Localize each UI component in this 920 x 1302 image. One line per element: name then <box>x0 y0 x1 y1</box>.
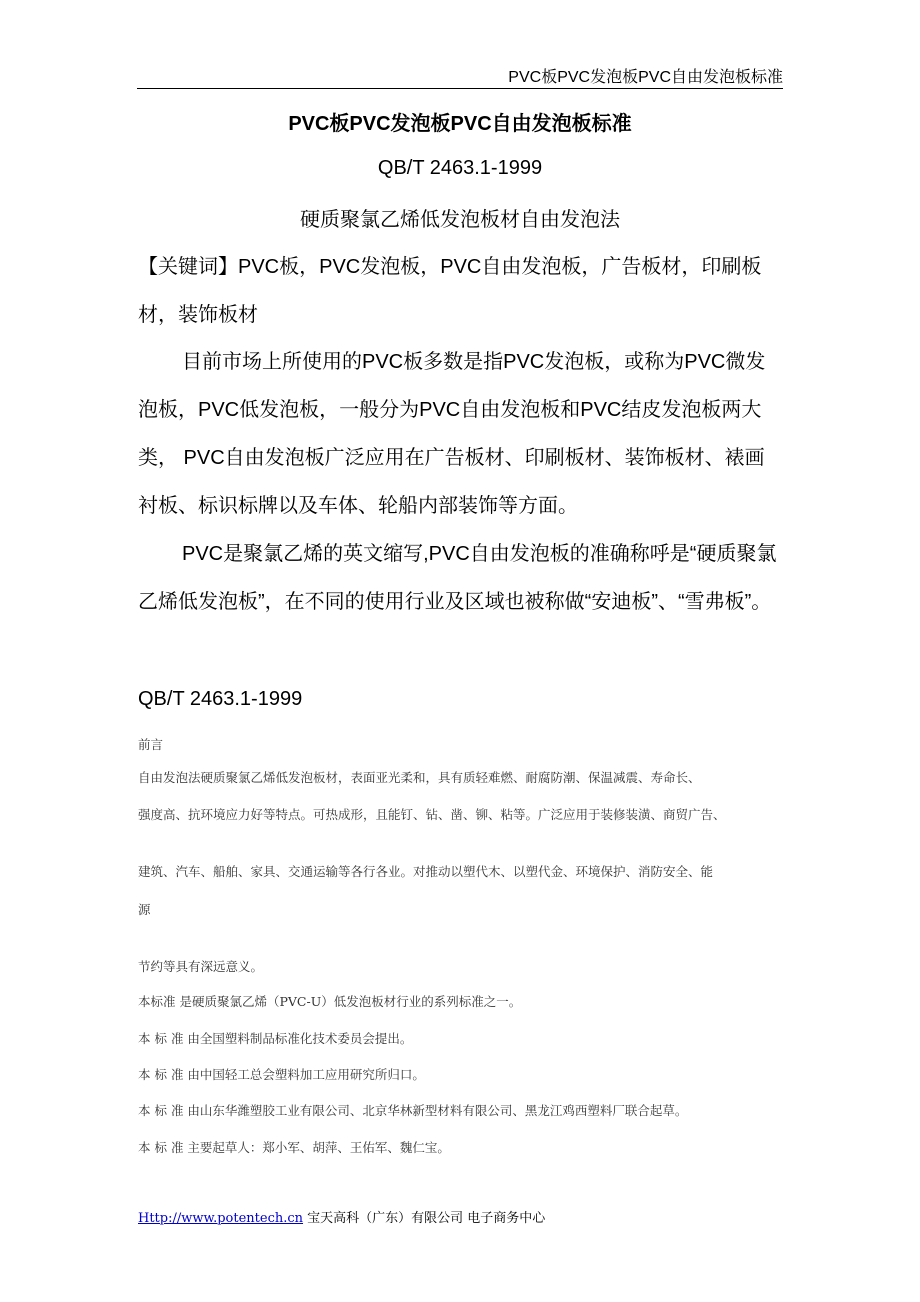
preface-line: 源 <box>138 902 151 917</box>
standard-code: QB/T 2463.1-1999 <box>377 157 543 179</box>
preface-line: 建筑、汽车、船舶、家具、交通运输等各行各业。对推动以塑代木、以塑代金、环境保护、消防安全、能 <box>138 864 714 879</box>
page-footer <box>138 1207 545 1226</box>
document-subtitle: 硬质聚氯乙烯低发泡板材自由发泡法 <box>300 209 620 231</box>
preface-heading: 前言 <box>138 737 164 752</box>
preface-line: 本标准 是硬质聚氯乙烯（PVC-U）低发泡板材行业的系列标准之一。 <box>138 994 522 1009</box>
preface-line: 本 标 准 由全国塑料制品标准化技术委员会提出。 <box>138 1031 413 1046</box>
preface-line: 本 标 准 由山东华潍塑胶工业有限公司、北京华林新型材料有限公司、黑龙江鸡西塑料厂联合起草。 <box>138 1103 688 1118</box>
definition-paragraph: PVC是聚氯乙烯的英文缩写,PVC自由发泡板的准确称呼是“硬质聚氯乙烯低发泡板”，在不同的使用行业及区域也被称做“安迪板”、“雪弗板”。 <box>138 543 777 613</box>
preface-line: 本 标 准 由中国轻工总会塑料加工应用研究所归口。 <box>138 1067 425 1082</box>
preface-line: 强度高、抗环境应力好等特点。可热成形，且能钉、钻、凿、铆、粘等。广泛应用于装修装潢、商贸广告、 <box>138 807 726 822</box>
footer-website-link[interactable]: Http://www.potentech.cn <box>138 1211 304 1226</box>
preface-line: 节约等具有深远意义。 <box>138 959 264 974</box>
preface-line: 本 标 准 主要起草人：郑小军、胡萍、王佑军、魏仁宝。 <box>138 1140 450 1155</box>
document-title: PVC板PVC发泡板PVC自由发泡板标准 <box>288 113 632 135</box>
intro-paragraph: 目前市场上所使用的PVC板多数是指PVC发泡板，或称为PVC微发泡板，PVC低发泡板，一般分为PVC自由发泡板和PVC结皮发泡板两大类， PVC自由发泡板广泛应用在广告板材、印刷板材、装饰板材、裱画衬板、标识标牌以及车体、轮船内部装饰等方面。 <box>138 351 766 517</box>
running-header: PVC板PVC发泡板PVC自由发泡板标准 <box>508 69 783 86</box>
preface-line: 自由发泡法硬质聚氯乙烯低发泡板材，表面亚光柔和，具有质轻难燃、耐腐防潮、保温减震、寿命长、 <box>138 770 701 785</box>
footer-company: 宝天高科（广东）有限公司 电子商务中心 <box>307 1211 546 1226</box>
header-divider <box>137 88 783 89</box>
standard-code-repeat: QB/T 2463.1-1999 <box>138 688 303 710</box>
keywords-paragraph: 【关键词】PVC板，PVC发泡板，PVC自由发泡板，广告板材，印刷板材，装饰板材 <box>138 256 762 326</box>
